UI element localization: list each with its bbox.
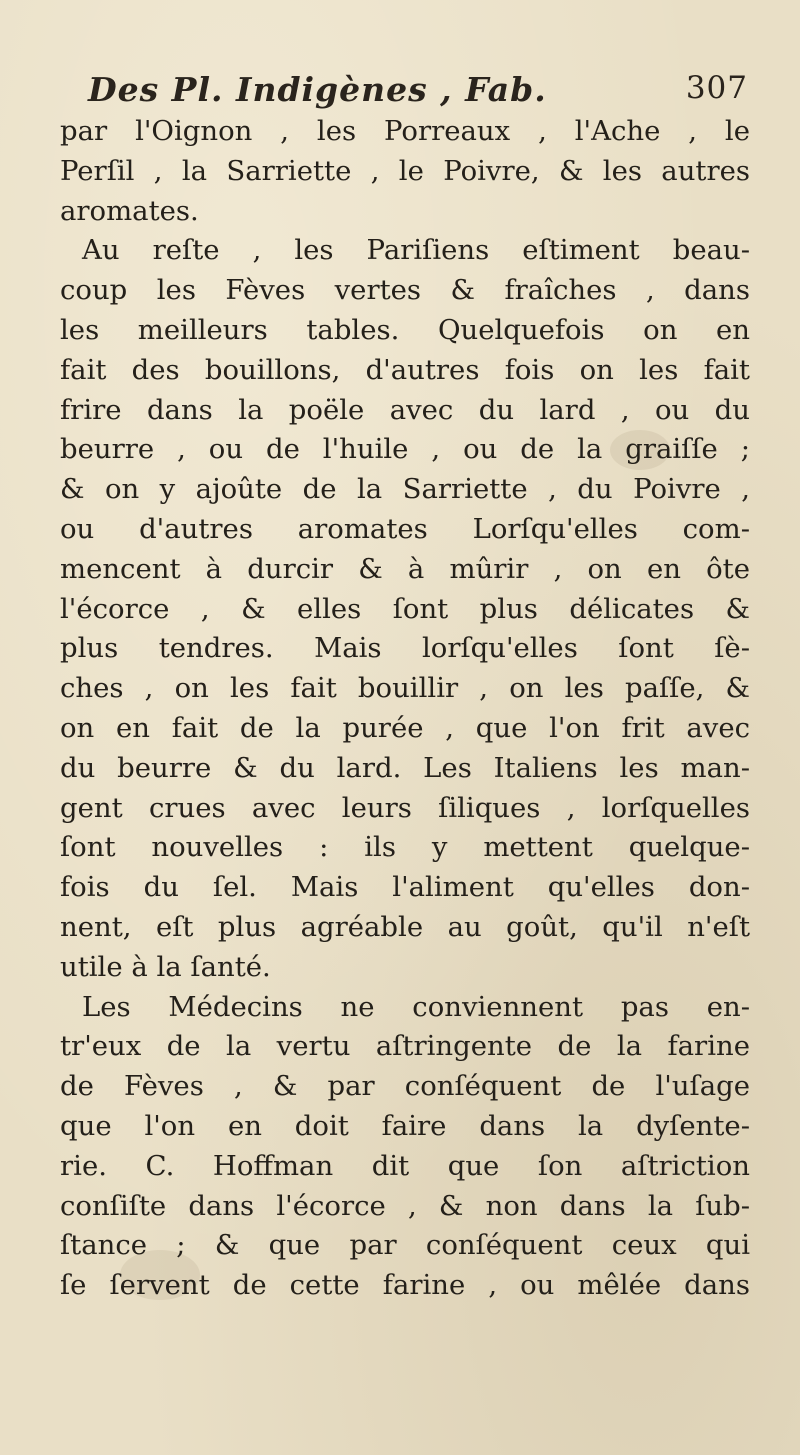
text-line: ſe ſervent de cette farine , ou mêlée dans bbox=[60, 1269, 750, 1302]
text-line: l'écorce , & elles ſont plus délicates & bbox=[60, 592, 750, 625]
page-number: 307 bbox=[685, 70, 748, 106]
text-line: mencent à durcir & à mûrir , on en ôte bbox=[60, 552, 750, 585]
paragraph-start-line: Les Médecins ne conviennent pas en- bbox=[82, 990, 750, 1023]
text-line: fait des bouillons, d'autres fois on les fait bbox=[60, 353, 750, 386]
text-line: plus tendres. Mais lorſqu'elles ſont ſè- bbox=[60, 632, 750, 665]
text-line: fois du ſel. Mais l'aliment qu'elles don- bbox=[60, 871, 750, 904]
text-line: les meilleurs tables. Quelquefois on en bbox=[60, 313, 750, 346]
text-line: on en fait de la purée , que l'on frit avec bbox=[60, 711, 750, 744]
paragraph-start-line: Au reſte , les Pariſiens eſtiment beau- bbox=[82, 234, 750, 267]
text-line: de Fèves , & par conſéquent de l'uſage bbox=[60, 1070, 750, 1103]
running-head bbox=[88, 70, 748, 118]
text-line: rie. C. Hoffman dit que ſon aſtriction bbox=[60, 1149, 750, 1182]
text-line: Perſil , la Sarriette , le Poivre, & les autres bbox=[60, 154, 750, 187]
text-line: tr'eux de la vertu aſtringente de la farine bbox=[60, 1030, 750, 1063]
text-line: ches , on les fait bouillir , on les paſſe, & bbox=[60, 672, 750, 705]
text-line: nent, eſt plus agréable au goût, qu'il n'eſt bbox=[60, 910, 750, 943]
body-text bbox=[60, 112, 750, 1306]
text-line: aromates. bbox=[60, 194, 199, 227]
text-line: par l'Oignon , les Porreaux , l'Ache , le bbox=[60, 115, 750, 147]
text-line: & on y ajoûte de la Sarriette , du Poivre , bbox=[60, 473, 750, 506]
text-line: utile à la ſanté. bbox=[60, 950, 271, 983]
text-line: coup les Fèves vertes & fraîches , dans bbox=[60, 274, 750, 307]
text-line: beurre , ou de l'huile , ou de la graiſſe ; bbox=[60, 433, 750, 466]
text-line: que l'on en doit faire dans la dyſente- bbox=[60, 1109, 750, 1142]
text-line: ſont nouvelles : ils y mettent quelque- bbox=[60, 831, 750, 864]
text-line: conſiſte dans l'écorce , & non dans la ſub- bbox=[60, 1189, 750, 1222]
text-line: ou d'autres aromates Lorſqu'elles com- bbox=[60, 512, 750, 545]
text-line: frire dans la poële avec du lard , ou du bbox=[60, 393, 750, 426]
text-line: du beurre & du lard. Les Italiens les man- bbox=[60, 751, 750, 784]
text-line: ſtance ; & que par conſéquent ceux qui bbox=[60, 1229, 750, 1262]
text-line: gent crues avec leurs ſiliques , lorſquelles bbox=[60, 791, 750, 824]
running-head-title: Des Pl. Indigènes , Fab. bbox=[88, 70, 547, 109]
